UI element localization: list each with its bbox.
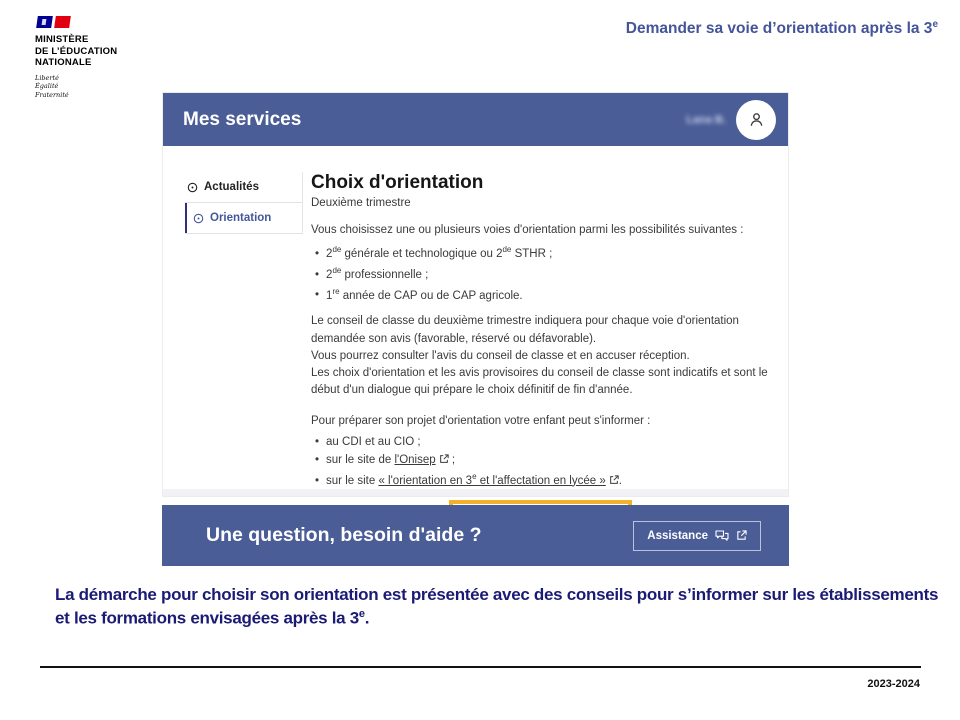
flag-red-block (54, 16, 71, 28)
external-link-icon (439, 454, 449, 464)
info-text: ; (448, 453, 456, 466)
content-heading: Choix d'orientation (311, 172, 484, 193)
intro-paragraph: Vous choisissez une ou plusieurs voies d'orientation parmi les possibilités suivantes : (311, 224, 744, 236)
orientation-option (315, 266, 770, 281)
sidebar (163, 172, 311, 489)
link-text: « l'orientation en 3 (378, 474, 473, 487)
external-link-icon (736, 530, 747, 541)
sidebar-item-label: Actualités (204, 181, 259, 193)
ministry-name-line: NATIONALE (35, 57, 92, 68)
app-body (163, 146, 788, 489)
external-link-icon (609, 475, 619, 485)
link-sup: e (472, 471, 477, 481)
council-line: Vous pourrez consulter l'avis du conseil de classe et en accuser réception. (311, 349, 690, 362)
motto-line: Fraternité (35, 90, 69, 99)
option-text: STHR ; (511, 247, 553, 260)
sidebar-divider (185, 233, 302, 234)
orientation-icon (193, 213, 204, 224)
orientation-option (315, 287, 770, 302)
french-flag-icon (37, 16, 117, 28)
motto-line: Égalité (35, 82, 59, 90)
mes-services-screenshot (162, 92, 789, 497)
caption (55, 584, 940, 631)
council-paragraph (311, 313, 770, 399)
option-text: année de CAP ou de CAP agricole. (339, 289, 523, 302)
chat-icon (715, 530, 729, 542)
caption-text: La démarche pour choisir son orientation est présentée avec des conseils pour s’informer sur les établissements et les formations envisagées après la 3 (55, 585, 939, 628)
help-title: Une question, besoin d'aide ? (206, 524, 482, 546)
republic-motto (35, 74, 117, 100)
info-text: au CDI et au CIO ; (326, 435, 421, 448)
ministry-name-line: DE L’ÉDUCATION (35, 45, 118, 57)
info-item-onisep (315, 454, 770, 466)
option-text: professionnelle ; (341, 268, 429, 281)
orientation-option (315, 245, 770, 260)
orientation-3e-link[interactable] (378, 471, 618, 487)
info-text: sur le site de (326, 453, 395, 466)
page-title-sup: e (932, 19, 938, 30)
ministry-logo (35, 16, 117, 99)
user-zone (686, 100, 776, 140)
sidebar-item-label: Orientation (210, 212, 272, 224)
assistance-label: Assistance (647, 529, 708, 542)
sidebar-item-orientation[interactable] (185, 203, 302, 233)
ministry-name-line: MINISTÈRE (35, 34, 89, 45)
option-text: 2 (326, 247, 333, 260)
school-year: 2023-2024 (867, 678, 920, 690)
news-icon (187, 182, 198, 193)
option-text: générale et technologique ou 2 (341, 247, 503, 260)
user-name: Lana B. (686, 113, 726, 126)
council-line: Les choix d'orientation et les avis provisoires du conseil de classe sont indicatifs et sont le début d'un dialogue qui prépare le choix définitif de fin d'année. (311, 367, 768, 397)
option-sup: de (332, 265, 342, 275)
assistance-button[interactable] (633, 521, 761, 551)
info-text: . (618, 474, 622, 487)
info-intro-paragraph: Pour préparer son projet d'orientation votre enfant peut s'informer : (311, 414, 651, 427)
help-banner (162, 505, 789, 566)
option-sup: de (502, 245, 512, 254)
option-sup: de (332, 245, 342, 254)
council-line: Le conseil de classe du deuxième trimestre indiquera pour chaque voie d'orientation demandée son avis (favorable, réservé ou défavorable). (311, 315, 739, 345)
info-item-orientation-site (315, 472, 770, 487)
app-title: Mes services (183, 108, 302, 130)
info-item-cdi (315, 436, 770, 448)
info-text: sur le site (326, 474, 379, 487)
sidebar-item-actualites[interactable] (185, 172, 302, 202)
link-text: et l'affectation en lycée » (476, 474, 606, 487)
caption-text: . (364, 608, 370, 628)
flag-blue-block (36, 16, 53, 28)
sidebar-nav (185, 172, 303, 234)
footer-divider (40, 666, 921, 668)
content-subheading: Deuxième trimestre (311, 197, 411, 209)
onisep-link[interactable] (394, 454, 448, 466)
option-text: 2 (326, 268, 333, 281)
ministry-name (35, 34, 117, 69)
link-text: l'Onisep (394, 453, 436, 466)
option-text: 1 (326, 289, 333, 302)
page-title (626, 19, 938, 38)
person-icon (748, 111, 765, 128)
caption-sup: e (358, 607, 365, 620)
account-button[interactable] (736, 100, 776, 140)
info-sources-list (315, 436, 770, 487)
motto-line: Liberté (35, 73, 59, 82)
orientation-options-list (315, 245, 770, 301)
option-sup: re (332, 286, 340, 296)
app-header (163, 93, 788, 146)
main-content (311, 172, 788, 489)
page-title-text: Demander sa voie d’orientation après la 3 (625, 20, 933, 38)
